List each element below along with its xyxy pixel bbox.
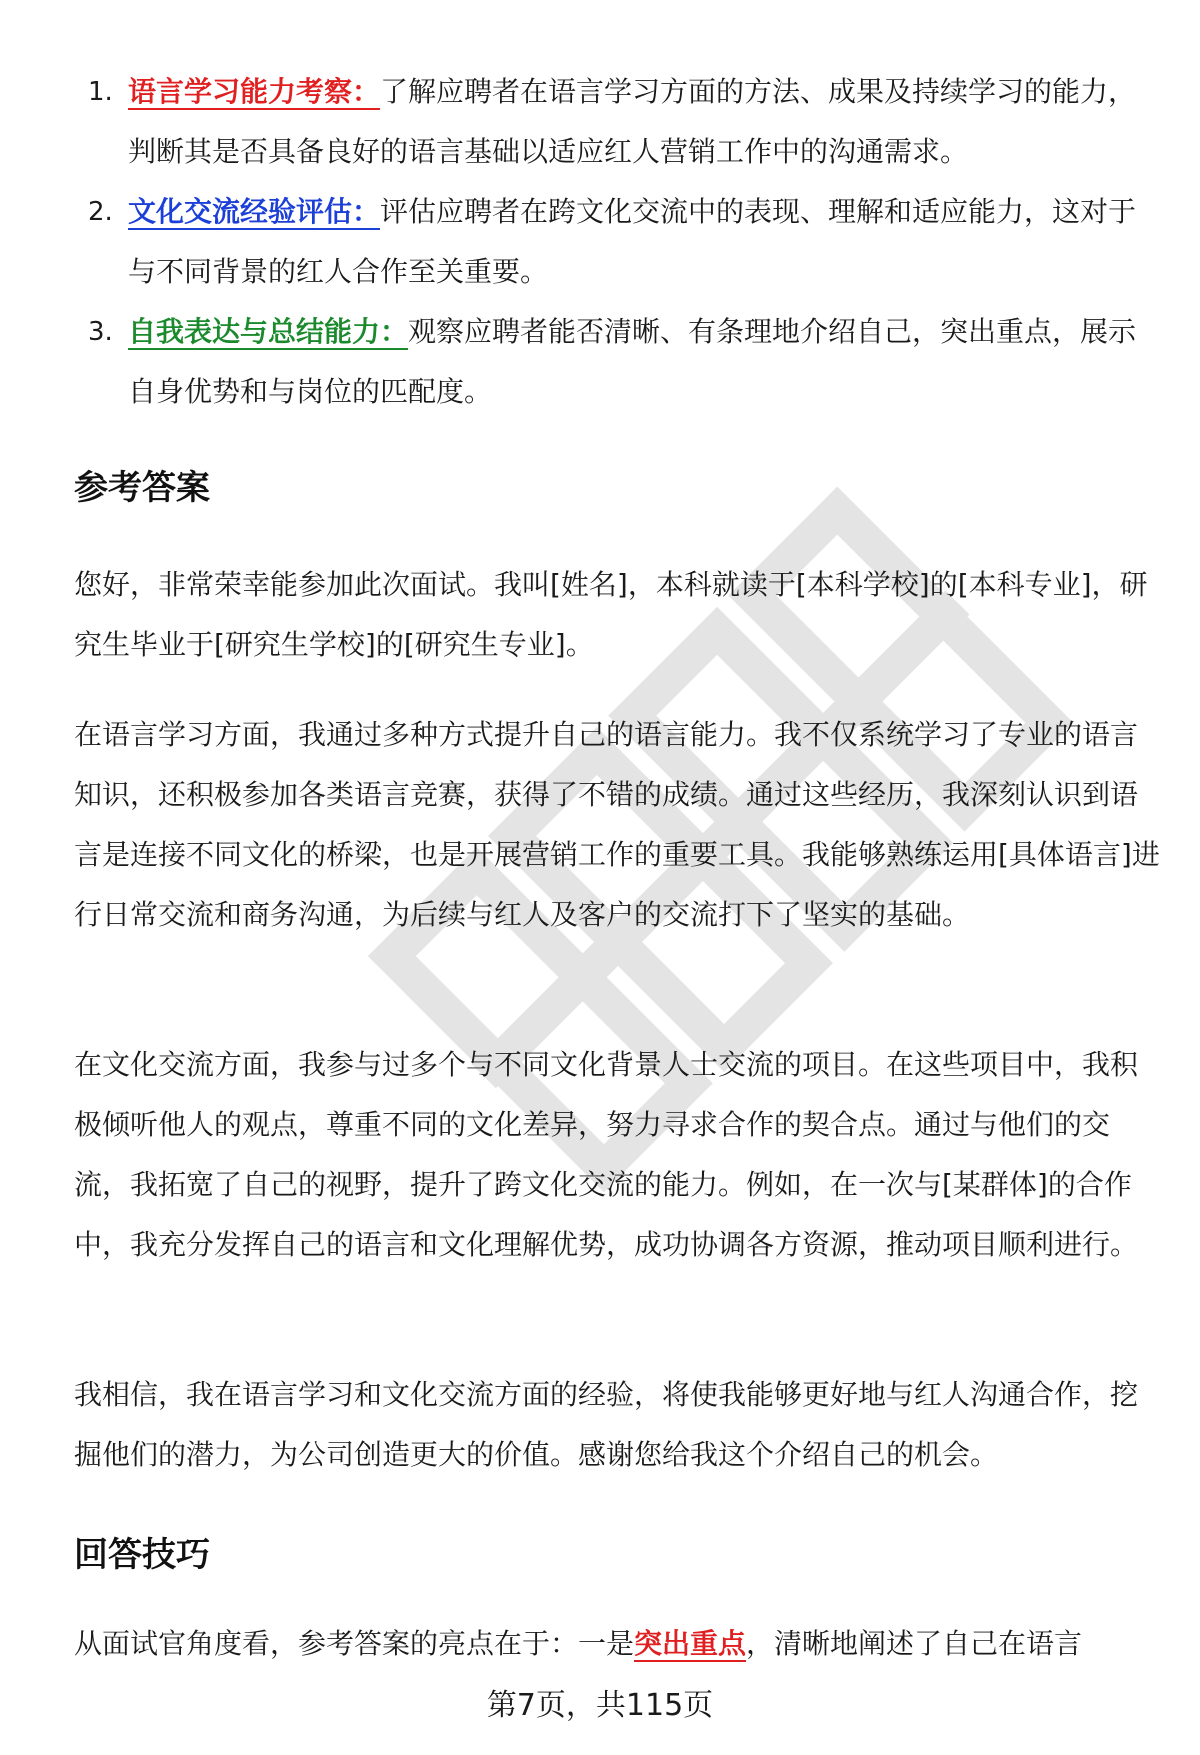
answer-paragraph: 您好，非常荣幸能参加此次面试。我叫[姓名]，本科就读于[本科学校]的[本科专业]，研究生毕业于[研究生学校]的[研究生专业]。 xyxy=(74,568,1148,661)
list-number: 3. xyxy=(88,317,113,347)
criterion-term: 语言学习能力考察： xyxy=(128,75,381,108)
criterion-term: 文化交流经验评估： xyxy=(128,195,381,228)
criterion-text: 观察应聘者能否清晰、有条理地介绍自己，突出重点，展示自身优势和与岗位的匹配度。 xyxy=(128,315,1137,408)
tips-prefix: 从面试官角度看，参考答案的亮点在于：一是 xyxy=(74,1627,635,1660)
criterion-text: 评估应聘者在跨文化交流中的表现、理解和适应能力，这对于与不同背景的红人合作至关重要。 xyxy=(128,195,1137,288)
evaluation-criteria-list xyxy=(76,62,1156,422)
list-number: 2. xyxy=(88,197,113,227)
page-number-footer: 第7页，共115页 xyxy=(486,1688,714,1723)
criterion-term: 自我表达与总结能力： xyxy=(128,315,409,348)
answer-paragraph: 在语言学习方面，我通过多种方式提升自己的语言能力。我不仅系统学习了专业的语言知识，还积极参加各类语言竞赛，获得了不错的成绩。通过这些经历，我深刻认识到语言是连接不同文化的桥梁，也是开展营销工作的重要工具。我能够熟练运用[具体语言]进行日常交流和商务沟通，为后续与红人及客户的交流打下了坚实的基础。 xyxy=(74,718,1160,931)
criterion-text: 了解应聘者在语言学习方面的方法、成果及持续学习的能力，判断其是否具备良好的语言基础以适应红人营销工作中的沟通需求。 xyxy=(128,75,1137,168)
list-item xyxy=(76,182,1156,302)
list-number: 1. xyxy=(88,77,113,107)
list-item xyxy=(76,302,1156,422)
answer-paragraph: 我相信，我在语言学习和文化交流方面的经验，将使我能够更好地与红人沟通合作，挖掘他们的潜力，为公司创造更大的价值。感谢您给我这个介绍自己的机会。 xyxy=(74,1378,1139,1471)
answer-heading: 参考答案 xyxy=(74,468,210,508)
tips-heading: 回答技巧 xyxy=(74,1535,210,1575)
tips-paragraph xyxy=(74,1614,1160,1674)
list-item xyxy=(76,62,1156,182)
tips-highlight: 突出重点 xyxy=(634,1627,747,1660)
tips-suffix: ，清晰地阐述了自己在语言 xyxy=(746,1627,1083,1660)
answer-paragraph: 在文化交流方面，我参与过多个与不同文化背景人士交流的项目。在这些项目中，我积极倾听他人的观点，尊重不同的文化差异，努力寻求合作的契合点。通过与他们的交流，我拓宽了自己的视野，提升了跨文化交流的能力。例如，在一次与[某群体]的合作中，我充分发挥自己的语言和文化理解优势，成功协调各方资源，推动项目顺利进行。 xyxy=(74,1048,1139,1261)
